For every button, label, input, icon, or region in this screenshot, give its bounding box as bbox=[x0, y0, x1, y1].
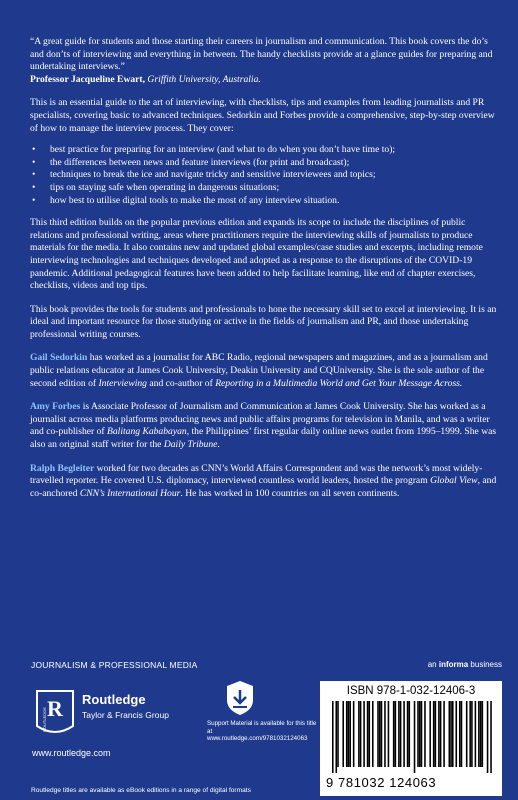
barcode-bar bbox=[403, 701, 405, 767]
publisher-group: Taylor & Francis Group bbox=[82, 710, 169, 720]
barcode-bar bbox=[461, 701, 463, 767]
barcode-bar bbox=[346, 701, 348, 767]
bio-text: and co-author of bbox=[146, 377, 216, 389]
isbn-barcode-panel bbox=[320, 681, 502, 796]
barcode-digits: 9 781032 124063 bbox=[326, 775, 437, 790]
informa-prefix: an bbox=[427, 660, 439, 669]
barcode-bar bbox=[450, 701, 452, 767]
quote-text: “A great guide for students and those starting their careers in journalism and communication. This book covers the do’s and don’ts of interviewing and everything in between. The handy checklists provide at a glance guides for preparing and undertaking interviews.” bbox=[30, 36, 493, 73]
barcode-bar bbox=[480, 701, 482, 767]
barcode-bar bbox=[348, 701, 350, 767]
barcode-bar bbox=[429, 701, 431, 767]
barcode-bar bbox=[369, 701, 371, 767]
barcode-bar bbox=[367, 701, 369, 767]
barcode-bar bbox=[482, 701, 484, 767]
barcode-bar bbox=[407, 701, 409, 767]
topics-list bbox=[30, 144, 500, 207]
bio-text: worked for two decades as CNN’s World Affairs Correspondent and was the network’s most widely-travelled reporter. He covered U.S. diplomacy, interviewed countless world leaders, hosted the program bbox=[30, 462, 483, 487]
list-item: • tips on staying safe when operating in dangerous situations; bbox=[30, 182, 500, 195]
barcode-bar bbox=[421, 701, 423, 767]
quote-attribution: Professor Jacqueline Ewart, Griffith University, Australia. bbox=[30, 73, 261, 85]
barcode-bar bbox=[455, 701, 457, 767]
barcode-bar bbox=[332, 701, 334, 773]
cover-footer bbox=[0, 655, 518, 800]
barcode-bar bbox=[449, 701, 451, 767]
barcode-bar bbox=[353, 701, 355, 767]
author-bio bbox=[30, 463, 500, 501]
barcode-bar bbox=[377, 701, 379, 767]
author-bio bbox=[30, 401, 500, 451]
barcode-bar bbox=[452, 701, 454, 767]
publisher-name: Routledge bbox=[82, 692, 146, 707]
barcode-bar bbox=[459, 701, 461, 767]
support-material-badge-icon bbox=[225, 680, 255, 716]
endorsement-quote bbox=[30, 36, 500, 86]
list-item: • best practice for preparing for an interview (and what to do when you don’t have time to); bbox=[30, 144, 500, 157]
barcode-bar bbox=[438, 701, 440, 767]
barcode-bar bbox=[349, 701, 351, 767]
barcode-bar bbox=[466, 701, 468, 767]
barcode-bar bbox=[433, 701, 435, 767]
barcode-icon bbox=[332, 701, 492, 773]
barcode-bar bbox=[469, 701, 471, 767]
barcode-bar bbox=[400, 701, 402, 767]
support-url[interactable]: www.routledge.com/9781032124063 bbox=[207, 735, 308, 742]
barcode-bar bbox=[360, 701, 362, 767]
barcode-bar bbox=[398, 701, 400, 767]
author-name: Ralph Begleiter bbox=[30, 462, 95, 474]
routledge-logo-icon bbox=[33, 688, 77, 738]
barcode-bar bbox=[395, 701, 397, 767]
isbn-number: ISBN 978-1-032-12406-3 bbox=[346, 685, 476, 697]
bio-title: Daily Tribune bbox=[163, 439, 218, 451]
barcode-bar bbox=[381, 701, 383, 767]
author-bio bbox=[30, 352, 500, 390]
tools-paragraph: This book provides the tools for students and professionals to hone the necessary skill set to excel at interviewing. It is an ideal and important resource for those studying or active in the fields of journalism and PR, and those undertaking professional writing courses. bbox=[30, 303, 497, 340]
barcode-bar bbox=[409, 701, 411, 767]
bio-title: Balitang Kababayan bbox=[107, 426, 187, 438]
bio-title: CNN’s International Hour bbox=[79, 487, 181, 499]
barcode-bar bbox=[388, 701, 390, 767]
barcode-bar bbox=[471, 701, 473, 767]
informa-brand: informa bbox=[438, 660, 469, 669]
barcode-bar bbox=[478, 701, 480, 767]
barcode-bar bbox=[443, 701, 445, 767]
quote-affiliation: Griffith University, Australia. bbox=[147, 73, 261, 85]
barcode-bar bbox=[490, 701, 492, 773]
bio-text: . bbox=[217, 439, 220, 451]
barcode-bar bbox=[440, 701, 442, 767]
intro-paragraph: This is an essential guide to the art of interviewing, with checklists, tips and examples from leading journalists and PR specialists, covering basic to advanced techniques. Sedorkin and Forbes provide a comprehensive, step-by-step overview of how to manage the interview process. They cover: bbox=[30, 97, 495, 134]
bio-text: is Associate Professor of Journalism and Communication at James Cook University. She has worked as a journalist across media platforms producing news and public affairs programs for television in Manila, and was a writer and co-publisher of bbox=[30, 401, 490, 438]
list-item: • how best to utilise digital tools to make the most of any interview situation. bbox=[30, 195, 500, 208]
barcode-bar bbox=[358, 701, 360, 767]
svg-text:R: R bbox=[47, 696, 63, 721]
support-line: Support Material is available for this title at bbox=[207, 720, 317, 735]
list-item: • the differences between news and feature interviews (for print and broadcast); bbox=[30, 157, 500, 170]
barcode-bar bbox=[372, 701, 374, 767]
bio-title: Interviewing bbox=[98, 377, 147, 389]
barcode-bar bbox=[417, 701, 419, 767]
barcode-bar bbox=[342, 701, 344, 767]
bio-title: Global View bbox=[430, 475, 478, 487]
barcode-bar bbox=[363, 701, 365, 767]
bio-text: has worked as a journalist for ABC Radio, regional newspapers and magazines, and as a journalism and public relations educator at James Cook University, Deakin University and CQUniversity. She is the sole author of the second edition of bbox=[30, 352, 488, 389]
barcode-bar bbox=[424, 701, 426, 767]
barcode-bar bbox=[435, 701, 437, 767]
bio-text: , and co-anchored bbox=[30, 475, 497, 499]
informa-suffix: business bbox=[468, 660, 502, 669]
barcode-bar bbox=[487, 701, 489, 773]
list-item: • techniques to break the ice and navigate tricky and sensitive interviewees and topics; bbox=[30, 169, 500, 182]
barcode-bar bbox=[393, 701, 395, 767]
author-name: Amy Forbes bbox=[30, 401, 81, 413]
support-material-note bbox=[207, 720, 322, 743]
edition-paragraph: This third edition builds on the popular previous edition and expands its scope to include the disciplines of public relations and professional writing, areas where practitioners require the interviewing skills of journalists to produce materials for the media. It also contains new and updated global examples/case studies and excerpts, including remote interviewing technologies and techniques developed and adopted as a response to the disruptions of the COVID-19 pandemic. Additional pedagogical features have been added to help facilitate learning, like end of chapter exercises, checklists, videos and top tips. bbox=[30, 217, 483, 292]
svg-text:ROUTLEDGE: ROUTLEDGE bbox=[42, 707, 47, 732]
barcode-bar bbox=[379, 701, 381, 767]
bio-text: , the Philippines’ first regular daily online news outlet from 1995–1999. She was also an original staff writer for the bbox=[30, 426, 497, 451]
publisher-website-link[interactable]: www.routledge.com bbox=[32, 748, 111, 758]
back-cover-text bbox=[30, 36, 500, 511]
barcode-bar bbox=[384, 701, 386, 767]
barcode-bar bbox=[414, 701, 416, 773]
barcode-bar bbox=[419, 701, 421, 767]
bio-text: . He has worked in 100 countries on all seven continents. bbox=[180, 487, 400, 499]
ebook-availability-note: Routledge titles are available as eBook editions in a range of digital formats bbox=[31, 787, 251, 794]
informa-business-label bbox=[428, 660, 502, 669]
quote-author: Professor Jacqueline Ewart bbox=[30, 73, 143, 85]
bio-title: Reporting in a Multimedia World and Get Your Message Across. bbox=[215, 377, 463, 389]
barcode-bar bbox=[335, 701, 337, 773]
subject-category: JOURNALISM & PROFESSIONAL MEDIA bbox=[31, 660, 198, 670]
barcode-bar bbox=[337, 701, 339, 767]
barcode-bar bbox=[475, 701, 477, 767]
author-name: Gail Sedorkin bbox=[30, 352, 88, 364]
